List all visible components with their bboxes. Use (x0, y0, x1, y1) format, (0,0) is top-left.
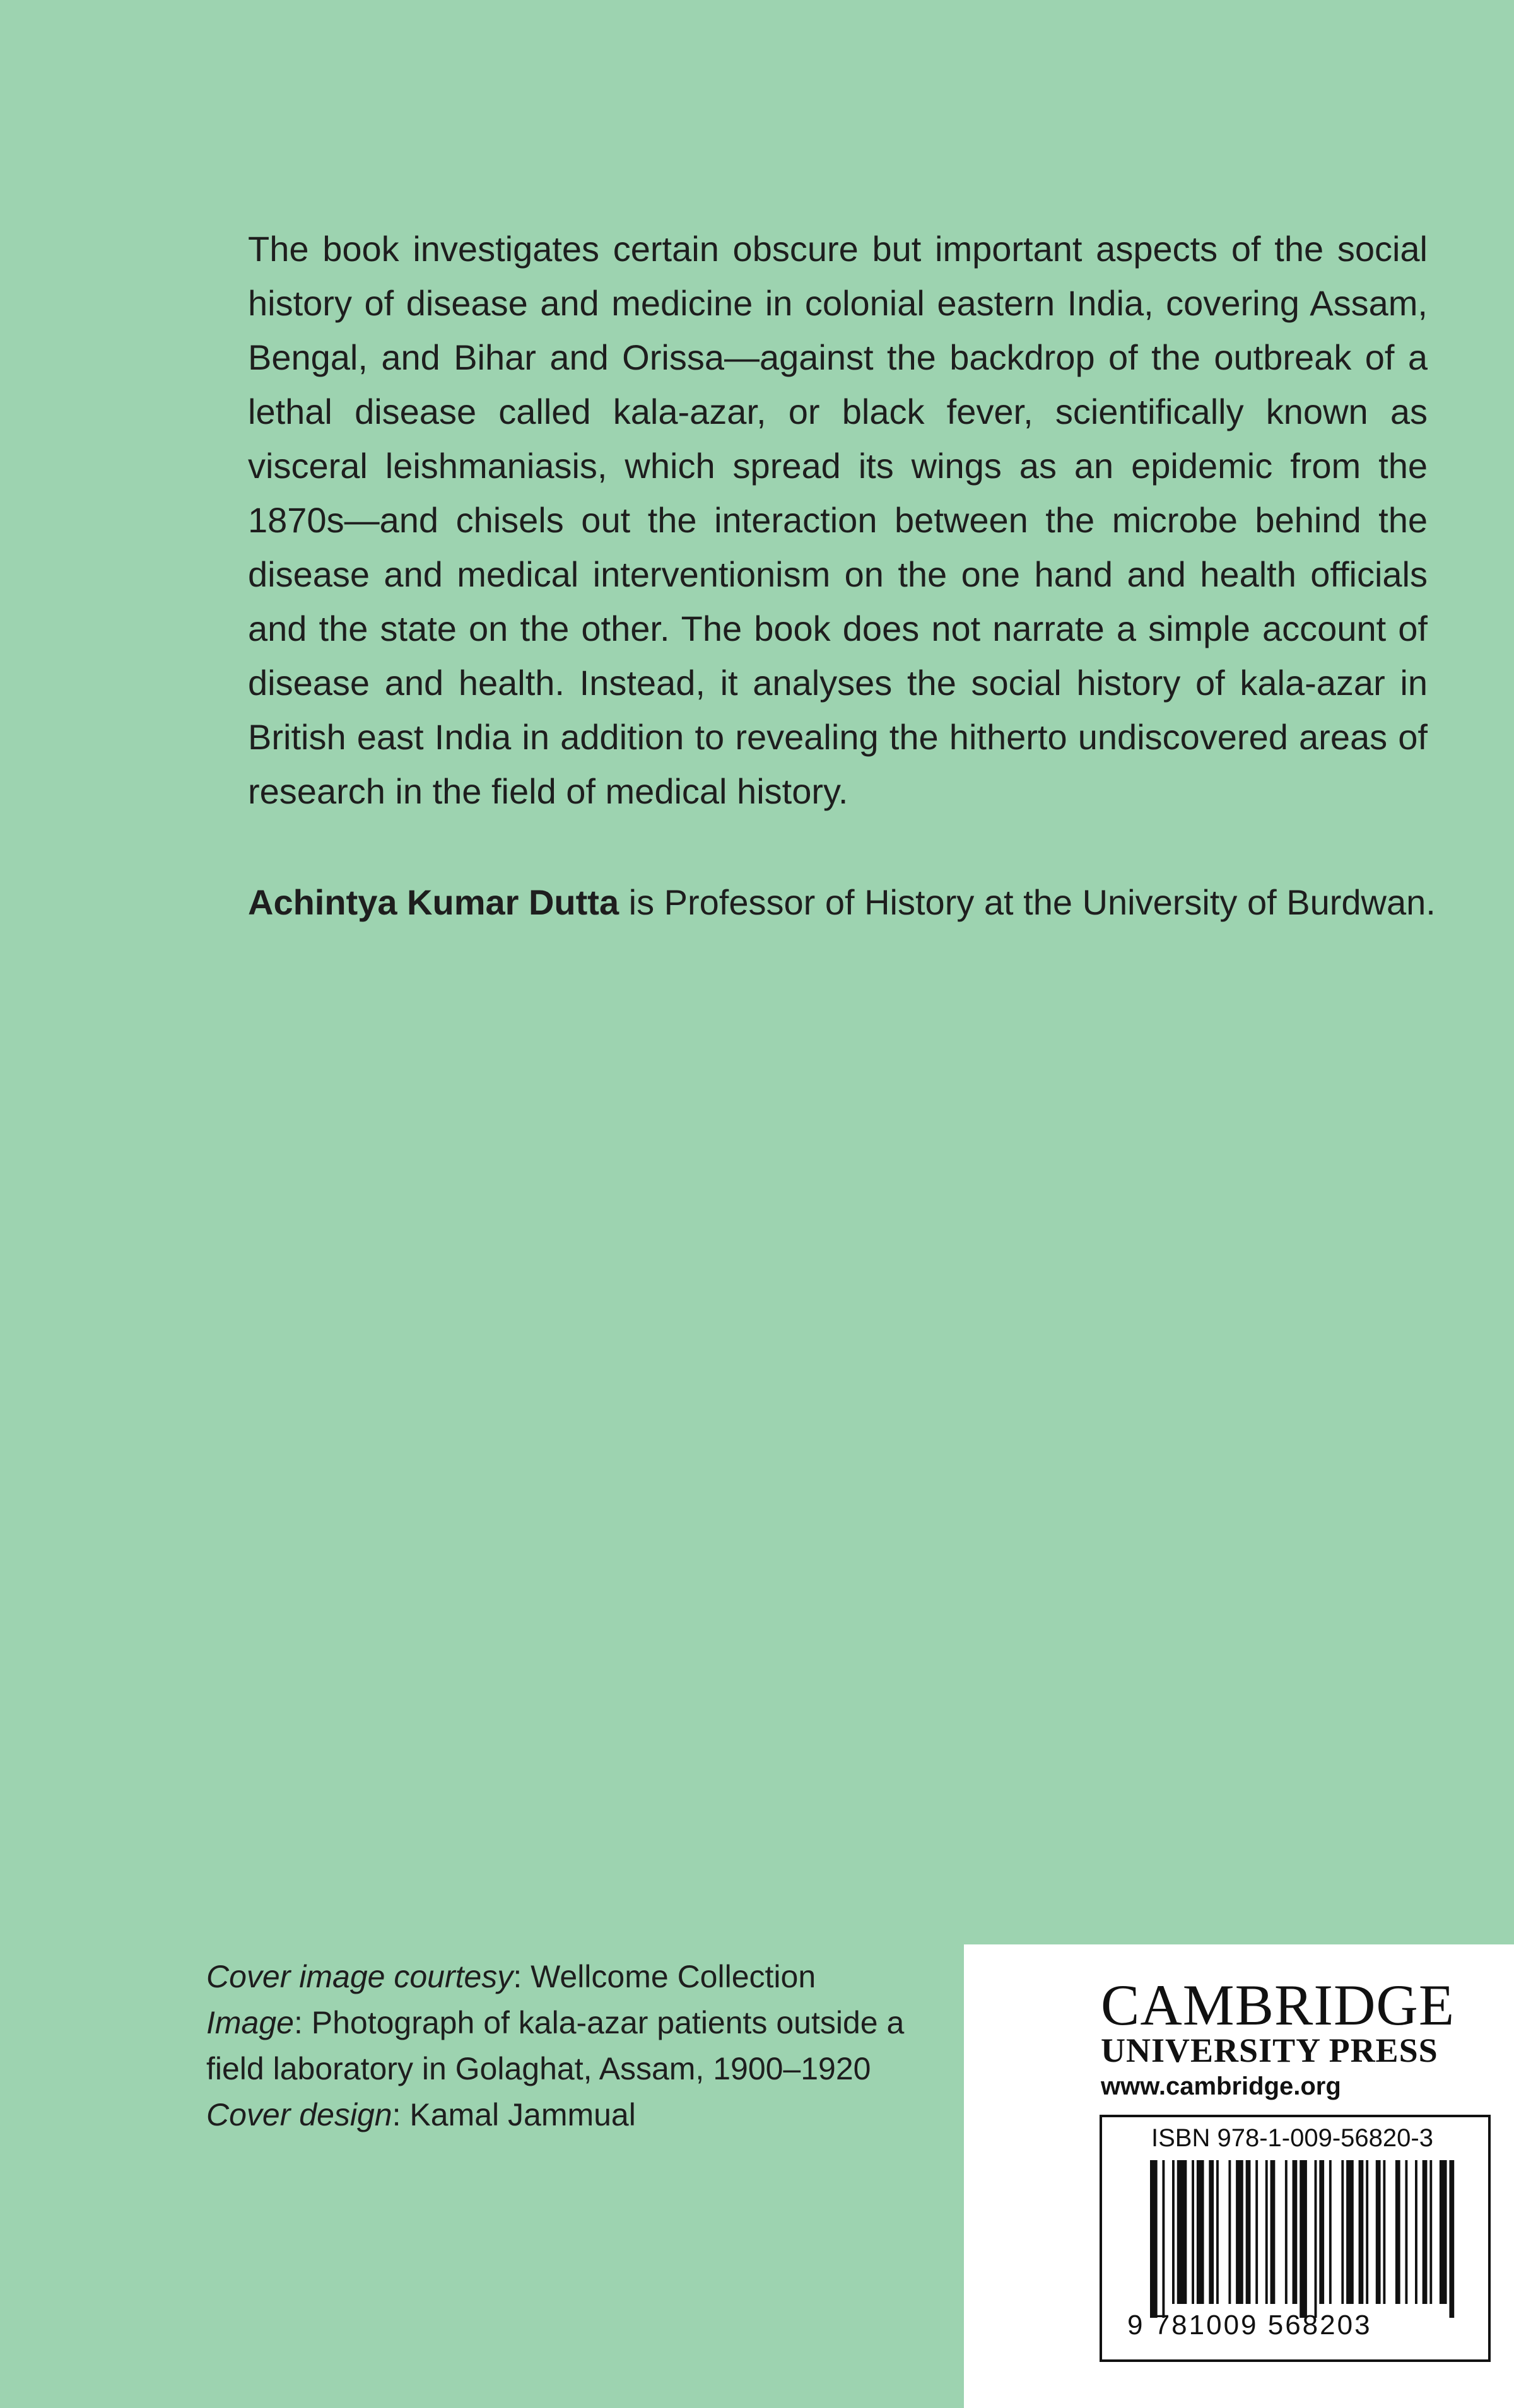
credit-label: Cover design (206, 2097, 392, 2132)
barcode-bar (1376, 2160, 1381, 2304)
barcode-bar (1383, 2160, 1385, 2304)
book-description: The book investigates certain obscure but important aspects of the social history of disease and medicine in colonial eastern India, covering Assam, Bengal, and Bihar and Orissa—against the backdrop of the outbreak of a lethal disease called kala-azar, or black fever, scientifically known as visceral leishmaniasis, which spread its wings as an epidemic from the 1870s—and chisels out the interaction between the microbe behind the disease and medical interventionism on the one hand and health officials and the state on the other. The book does not narrate a simple account of disease and health. Instead, it analyses the social history of kala-azar in British east India in addition to revealing the hitherto undiscovered areas of research in the field of medical history. (248, 229, 1428, 811)
barcode-bar (1346, 2160, 1354, 2304)
barcode-bar (1366, 2160, 1368, 2304)
barcode-icon (1150, 2160, 1459, 2318)
barcode-bar (1341, 2160, 1344, 2304)
credit-cover-image (206, 1954, 951, 2000)
barcode-bar (1429, 2160, 1432, 2304)
barcode-bar (1359, 2160, 1364, 2304)
credit-label: Image (206, 2005, 294, 2040)
barcode-bar (1150, 2160, 1158, 2318)
barcode-bar (1246, 2160, 1251, 2304)
publisher-website: www.cambridge.org (1101, 2072, 1341, 2100)
credit-value: : Photograph of kala-azar patients outside a field laboratory in Golaghat, Assam, 1900–1920 (206, 2005, 905, 2086)
barcode-bar (1172, 2160, 1175, 2304)
barcode-bar (1197, 2160, 1204, 2304)
barcode-bar (1449, 2160, 1454, 2318)
author-bio (248, 875, 1447, 930)
author-name: Achintya Kumar Dutta (248, 882, 619, 922)
barcode-bar (1405, 2160, 1407, 2304)
barcode-bar (1440, 2160, 1447, 2304)
credit-value: : Wellcome Collection (513, 1959, 816, 1994)
barcode-bar (1293, 2160, 1298, 2304)
publisher-panel (964, 1944, 1514, 2408)
isbn-label: ISBN 978-1-009-56820-3 (1151, 2124, 1433, 2152)
barcode-bar (1228, 2160, 1231, 2304)
barcode-bar (1300, 2160, 1307, 2318)
barcode-bar (1329, 2160, 1332, 2304)
barcode-bar (1255, 2160, 1258, 2304)
barcode-bar (1270, 2160, 1276, 2304)
cover-credits (206, 1954, 951, 2138)
credit-cover-design (206, 2092, 951, 2138)
barcode-bar (1236, 2160, 1243, 2304)
barcode-bar (1319, 2160, 1324, 2304)
credit-value: : Kamal Jammual (392, 2097, 636, 2132)
barcode-bar (1209, 2160, 1214, 2304)
barcode-bar (1423, 2160, 1428, 2304)
barcode-bar (1285, 2160, 1288, 2304)
publisher-logo-top: CAMBRIDGE (1101, 1973, 1455, 2037)
credit-label: Cover image courtesy (206, 1959, 513, 1994)
credit-image (206, 2000, 951, 2092)
barcode-bar (1216, 2160, 1219, 2304)
barcode-digits: 9 781009 568203 (1127, 2310, 1372, 2341)
publisher-logo-bottom: UNIVERSITY PRESS (1101, 2031, 1438, 2069)
barcode-bar (1415, 2160, 1417, 2304)
barcode-bar (1192, 2160, 1194, 2304)
barcode-bar (1162, 2160, 1165, 2318)
barcode-bar (1265, 2160, 1268, 2304)
barcode-bar (1395, 2160, 1400, 2304)
author-description: is Professor of History at the University of Burdwan. (619, 882, 1436, 922)
isbn-barcode-box (1100, 2115, 1491, 2362)
barcode-bar (1315, 2160, 1317, 2318)
barcode-bar (1177, 2160, 1187, 2304)
